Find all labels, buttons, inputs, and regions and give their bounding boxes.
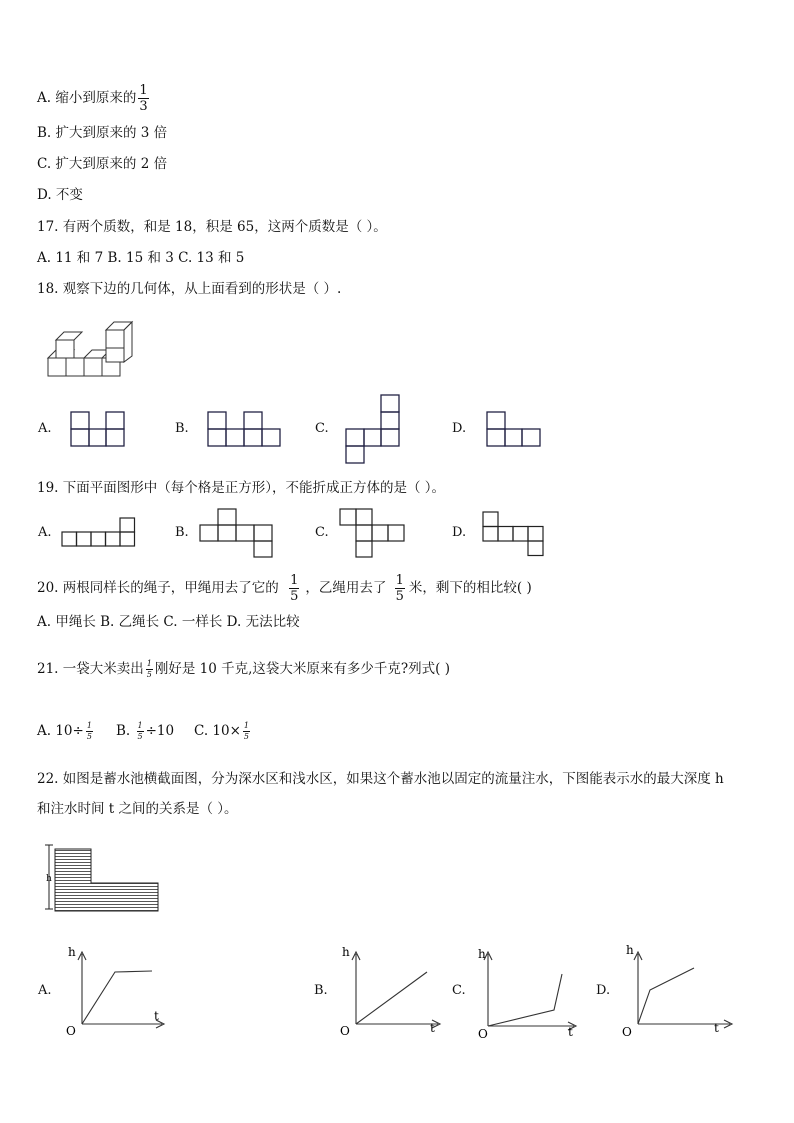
q19-option-d-net[interactable] [482, 511, 546, 557]
q21-option-c[interactable] [194, 722, 252, 741]
q21-option-c-text: C. 10× [194, 723, 241, 739]
q16-option-d[interactable]: D. 不变 [37, 187, 83, 203]
q19-label-a[interactable]: A. [38, 525, 52, 540]
q21-option-b[interactable] [116, 722, 174, 741]
q18-label-c[interactable]: C. [315, 421, 329, 436]
fraction: $\frac{1}{3}$ [139, 83, 148, 114]
axis-h-label: h [342, 945, 350, 959]
q18-option-d-grid[interactable] [486, 411, 542, 447]
q21-option-b-tail: ÷10 [145, 723, 175, 739]
q21-option-a-text: A. 10÷ [37, 723, 84, 739]
q18-label-b[interactable]: B. [175, 421, 189, 436]
axis-t-label: t [568, 1025, 573, 1039]
q21-stem-part2: 刚好是 10 千克,这袋大米原来有多少千克?列式( ) [154, 661, 450, 677]
q22-graph-b[interactable] [334, 942, 446, 1036]
axis-t-label: t [154, 1009, 159, 1023]
fraction: $\frac{1}{5}$ [86, 721, 92, 741]
q19-option-b-net[interactable] [199, 508, 275, 558]
q17-stem: 17. 有两个质数，和是 18，积是 65，这两个质数是（ ）。 [37, 219, 387, 235]
q22-label-b[interactable]: B. [314, 983, 328, 998]
q20-stem-part2: ，乙绳用去了 [305, 580, 387, 596]
q18-option-a-grid[interactable] [70, 411, 126, 447]
q21-stem [37, 660, 450, 679]
q21-option-b-text: B. [116, 723, 135, 739]
fraction: $\frac{1}{5}$ [290, 573, 299, 604]
q22-graph-d[interactable] [618, 940, 740, 1038]
q22-label-a[interactable]: A. [38, 983, 52, 998]
q16-option-a-text: A. 缩小到原来的 [37, 90, 137, 106]
q22-graph-a[interactable] [60, 942, 172, 1036]
q20-stem-part1: 20. 两根同样长的绳子，甲绳用去了它的 [37, 580, 279, 596]
q22-label-c[interactable]: C. [452, 983, 466, 998]
q17-options[interactable]: A. 11 和 7 B. 15 和 3 C. 13 和 5 [37, 250, 245, 266]
q20-stem-part3: 米，剩下的相比较( ) [408, 580, 532, 596]
q22-stem-line1: 22. 如图是蓄水池横截面图，分为深水区和浅水区，如果这个蓄水池以固定的流量注水，下图能表示水的最大深度 h [37, 771, 724, 787]
q18-label-a[interactable]: A. [38, 421, 52, 436]
q22-reservoir-diagram [43, 843, 163, 913]
q19-label-c[interactable]: C. [315, 525, 329, 540]
origin-label: O [66, 1024, 76, 1038]
axis-h-label: h [68, 945, 76, 959]
axis-h-label: h [626, 943, 634, 957]
q22-label-d[interactable]: D. [596, 983, 611, 998]
origin-label: O [340, 1024, 350, 1038]
q16-option-b[interactable]: B. 扩大到原来的 3 倍 [37, 125, 168, 141]
q19-option-c-net[interactable] [339, 508, 405, 558]
q19-label-d[interactable]: D. [452, 525, 467, 540]
fraction: $\frac{1}{5}$ [137, 721, 143, 741]
axis-t-label: t [430, 1021, 435, 1035]
q21-option-a[interactable] [37, 722, 95, 741]
q22-reservoir-h-label: h [46, 874, 52, 884]
q19-option-a-net[interactable] [61, 518, 137, 548]
q19-stem: 19. 下面平面图形中（每个格是正方形），不能折成正方体的是（ ）。 [37, 480, 446, 496]
q18-label-d[interactable]: D. [452, 421, 467, 436]
origin-label: O [622, 1025, 632, 1039]
q19-label-b[interactable]: B. [175, 525, 189, 540]
axis-t-label: t [714, 1021, 719, 1035]
q20-stem [37, 574, 532, 603]
axis-h-label: h [478, 947, 486, 961]
fraction: $\frac{1}{5}$ [146, 659, 152, 679]
fraction: $\frac{1}{5}$ [243, 721, 250, 741]
q20-options[interactable]: A. 甲绳长 B. 乙绳长 C. 一样长 D. 无法比较 [37, 614, 300, 630]
q16-option-a[interactable] [37, 84, 151, 113]
q21-stem-part1: 21. 一袋大米卖出 [37, 661, 144, 677]
origin-label: O [478, 1027, 488, 1041]
q18-option-b-grid[interactable] [207, 411, 281, 447]
q22-stem-line2: 和注水时间 t 之间的关系是（ ）。 [37, 801, 238, 817]
q18-option-c-grid[interactable] [345, 394, 401, 464]
q18-solid-figure [44, 316, 144, 382]
q22-graph-c[interactable] [474, 940, 586, 1040]
q16-option-c[interactable]: C. 扩大到原来的 2 倍 [37, 156, 168, 172]
fraction: $\frac{1}{5}$ [395, 573, 404, 604]
q18-stem: 18. 观察下边的几何体，从上面看到的形状是（ ）. [37, 281, 342, 297]
